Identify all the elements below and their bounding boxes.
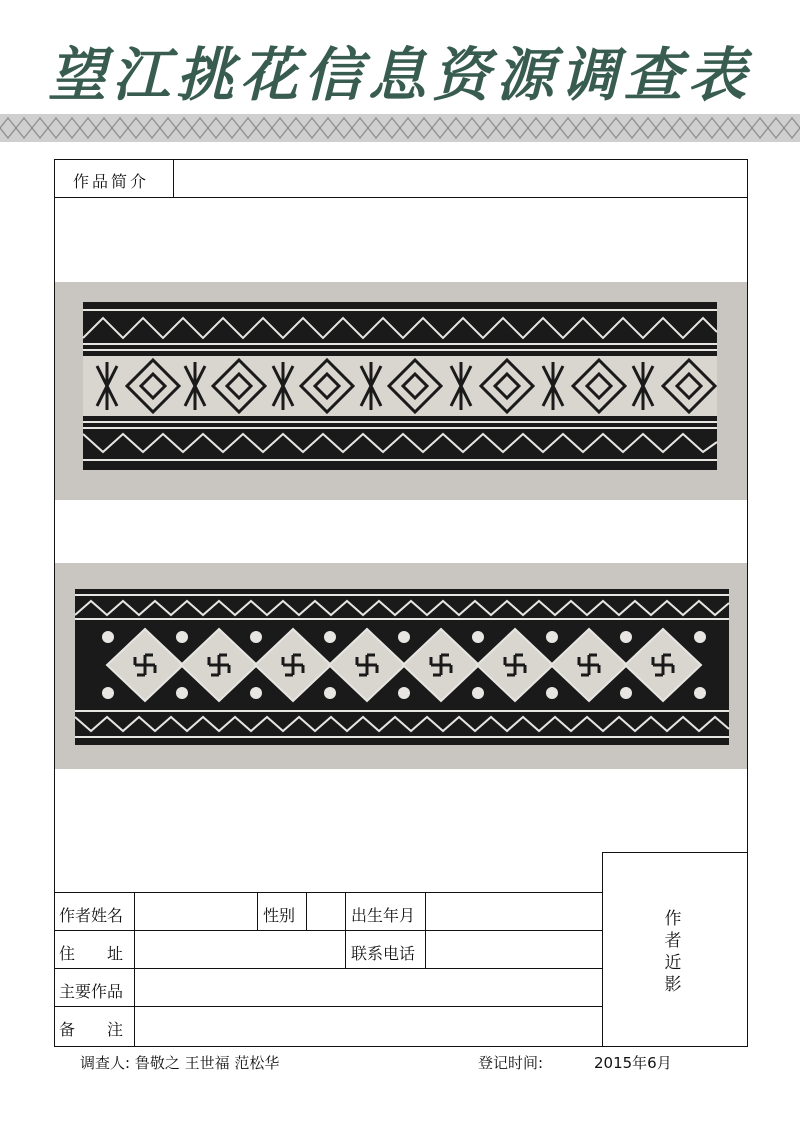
birth-label: 出生年月 xyxy=(351,906,416,925)
embroidery-photo-2 xyxy=(55,563,747,769)
divider xyxy=(602,852,603,1046)
form-sheet xyxy=(54,159,748,1047)
gender-label: 性别 xyxy=(263,906,296,925)
photo-label-char: 影 xyxy=(664,975,682,995)
register-date: 2015年6月 xyxy=(594,1054,672,1072)
photo-label xyxy=(663,908,683,996)
divider xyxy=(257,892,258,930)
page-title: 望江挑花信息资源调查表 xyxy=(47,41,752,109)
investigators: 调查人: 鲁敬之 王世福 范松华 xyxy=(80,1054,280,1072)
works-label: 主要作品 xyxy=(59,982,124,1001)
divider xyxy=(134,892,135,1046)
divider xyxy=(55,968,602,969)
divider xyxy=(55,892,602,893)
divider xyxy=(55,930,602,931)
author-name-label: 作者姓名 xyxy=(59,906,124,925)
decorative-border xyxy=(0,114,800,142)
embroidery-photo-1 xyxy=(55,282,747,500)
remarks-label: 备 注 xyxy=(59,1020,124,1039)
intro-label: 作品简介 xyxy=(73,172,150,191)
photo-label-char: 近 xyxy=(664,953,682,973)
divider xyxy=(306,892,307,930)
phone-label: 联系电话 xyxy=(351,944,416,963)
register-label: 登记时间: xyxy=(478,1054,544,1072)
photo-label-char: 者 xyxy=(664,931,682,951)
divider xyxy=(602,852,747,853)
divider xyxy=(345,892,346,968)
photo-label-char: 作 xyxy=(664,909,682,929)
divider xyxy=(425,892,426,968)
address-label: 住 址 xyxy=(59,944,124,963)
divider xyxy=(55,197,747,198)
divider xyxy=(55,1006,602,1007)
divider xyxy=(173,160,174,197)
